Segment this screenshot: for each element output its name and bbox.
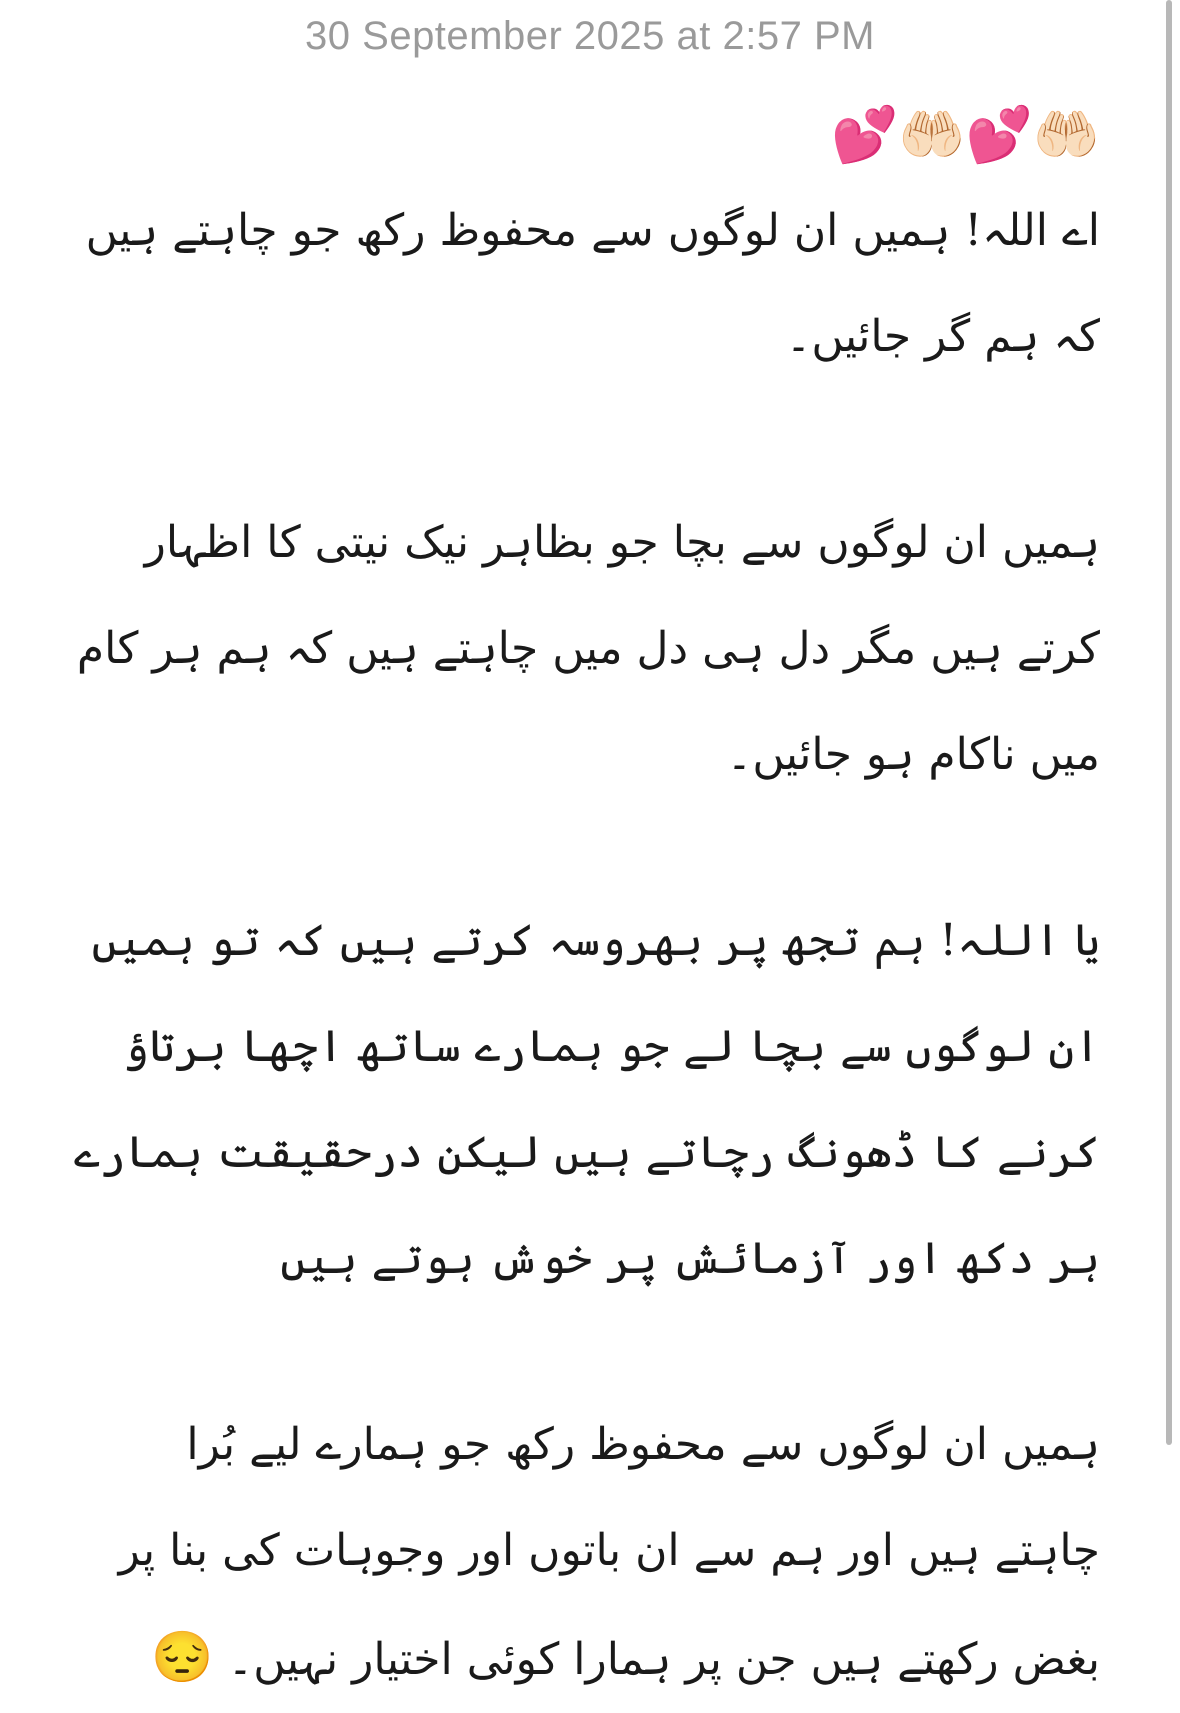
note-paragraph-1: اے اللہ! ہمیں ان لوگوں سے محفوظ رکھ جو چاہتے ہیں کہ ہم گر جائیں۔ (85, 205, 1100, 362)
note-paragraph-3: یا اللہ! ہم تجھ پر بھروسہ کرتے ہیں کہ تو ہمیں ان لوگوں سے بچا لے جو ہمارے ساتھ اچھا برتاؤ کرنے کا ڈھونگ رچاتے ہیں لیکن درحقیقت ہمارے ہر دکھ اور آزمائش پر خوش ہوتے ہیں (73, 915, 1100, 1284)
note-paragraph-4 (70, 1392, 1100, 1713)
scrollbar[interactable] (1166, 0, 1172, 1445)
note-paragraph-2: ہمیں ان لوگوں سے بچا جو بظاہر نیک نیتی کا اظہار کرتے ہیں مگر دل ہی دل میں چاہتے ہیں کہ ہم ہر کام میں ناکام ہو جائیں۔ (76, 517, 1100, 780)
emoji-line: 🤲🏻💕🤲🏻💕 (831, 103, 1100, 166)
note-body[interactable] (70, 100, 1100, 1713)
note-timestamp: 30 September 2025 at 2:57 PM (305, 14, 875, 58)
note-paragraph-4-text: ہمیں ان لوگوں سے محفوظ رکھ جو ہمارے لیے بُرا چاہتے ہیں اور ہم سے ان باتوں اور وجوہات کی بنا پر بغض رکھتے ہیں جن پر ہمارا کوئی اختیار نہیں۔ (118, 1419, 1100, 1685)
pensive-face-icon: 😔 (151, 1628, 214, 1686)
